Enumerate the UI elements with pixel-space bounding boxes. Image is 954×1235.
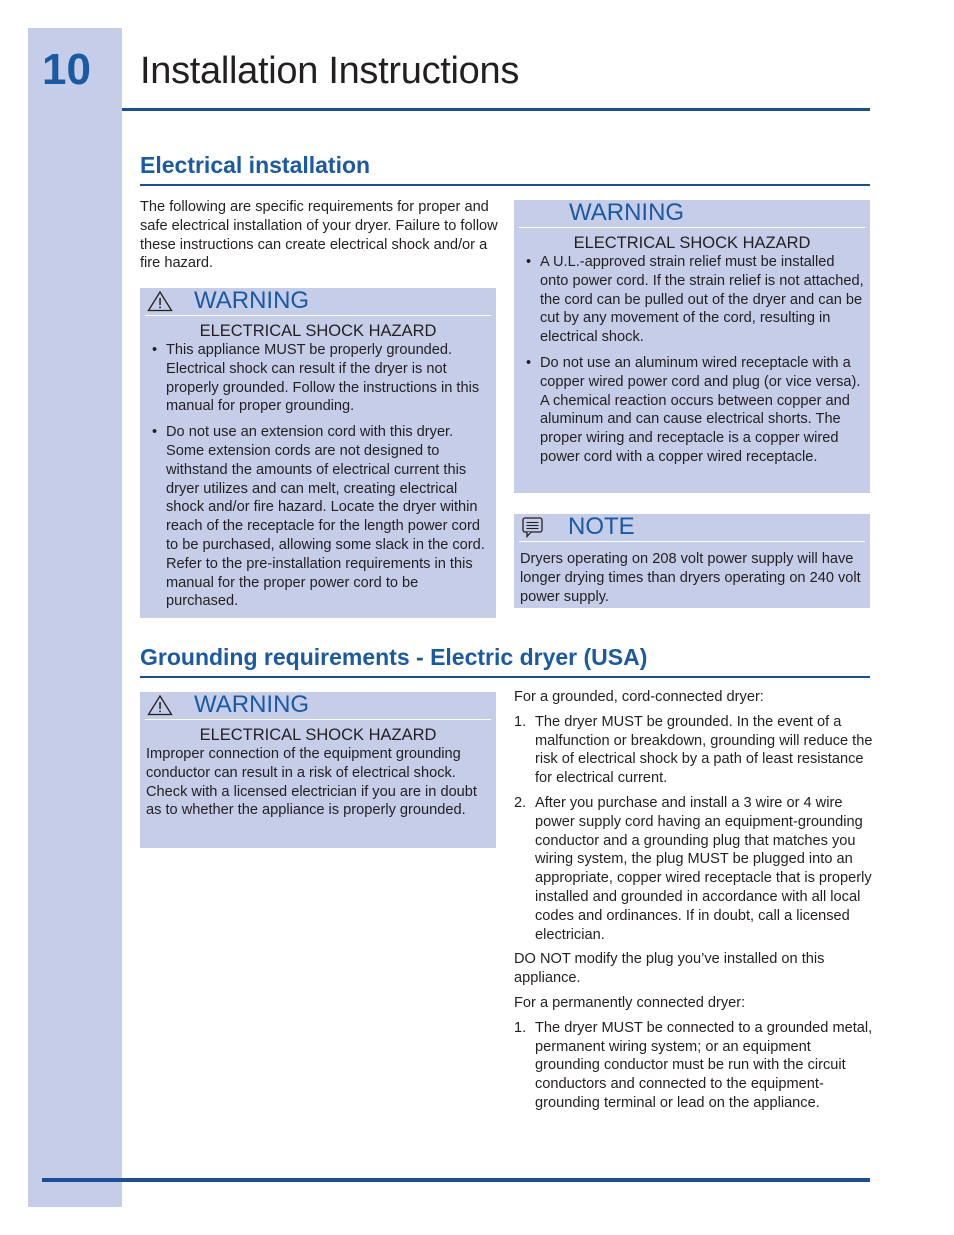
note-box [514, 514, 870, 608]
bullet-item: • This appliance MUST be properly grounded. Electrical shock can result if the dryer is not properly grounded. Follow the instructions in this manual for proper grounding. [146, 341, 490, 416]
list-item: 1. The dryer MUST be grounded. In the event of a malfunction or breakdown, grounding will reduce the risk of electrical shock by a path of least resistance for electrical current. [514, 713, 873, 787]
warning-bullets [146, 341, 490, 611]
warning-box-header [519, 200, 865, 228]
section-title-grounding: Grounding requirements - Electric dryer (USA) [140, 644, 648, 670]
page-title: Installation Instructions [140, 50, 520, 92]
list-item: 1. The dryer MUST be connected to a grounded metal, permanent wiring system; or an equipment grounding conductor must be run with the circuit conductors and connected to the equipment-grounding terminal or lead on the appliance. [514, 1019, 873, 1111]
bullet-item: • A U.L.-approved strain relief must be installed onto power cord. If the strain relief is not attached, the cord can be pulled out of the dryer and can be cut by any movement of the cord, resulting in electrical shock. [520, 253, 864, 347]
warning-label: WARNING [569, 199, 685, 226]
warning-box-grounding [140, 288, 496, 618]
bullet-item: • Do not use an extension cord with this dryer. Some extension cords are not designed to withstand the amounts of electrical current this dryer utilizes and can melt, creating electrical shock and/or fire hazard. Locate the dryer within reach of the receptacle for the length power cord to be purchased, allowing some slack in the cord. Refer to the pre-installation requirements in this manual for the proper power cord to be purchased. [146, 423, 490, 611]
hazard-title: ELECTRICAL SHOCK HAZARD [573, 234, 811, 252]
section-title-electrical: Electrical installation [140, 152, 371, 178]
electrical-intro: The following are specific requirements for proper and safe electrical installation of your dryer. Failure to follow these instructions can create electrical shock and/or a fire hazard. [140, 199, 498, 272]
note-box-header [519, 514, 865, 542]
footer-rule [42, 1178, 870, 1182]
header-rule [122, 108, 870, 111]
warning-triangle-icon [147, 290, 173, 317]
warning-label: WARNING [194, 287, 310, 314]
note-label: NOTE [568, 513, 635, 540]
warning-label: WARNING [194, 691, 310, 718]
permanent-list [514, 1019, 874, 1113]
permanent-intro: For a permanently connected dryer: [514, 994, 746, 1011]
hazard-title: ELECTRICAL SHOCK HAZARD [199, 726, 437, 744]
warning-box-header [145, 692, 491, 720]
warning-text: Improper connection of the equipment grounding conductor can result in a risk of electrical shock. Check with a licensed electrician if you are in doubt as to whether the appliance is properly grounded. [146, 746, 477, 819]
corded-list [514, 713, 874, 945]
section-rule-electrical [140, 184, 870, 186]
bullet-item: • Do not use an aluminum wired receptacle with a copper wired power cord and plug (or vice versa). A chemical reaction occurs between copper and aluminum and can cause electrical shorts. The proper wiring and receptacle is a copper wired power cord with a copper wired receptacle. [520, 354, 864, 467]
section-rule-grounding [140, 676, 870, 678]
warning-box-equipment-grounding [140, 692, 496, 848]
warning-bullets [520, 253, 864, 467]
page-number: 10 [42, 45, 91, 94]
note-icon [521, 516, 545, 543]
hazard-title: ELECTRICAL SHOCK HAZARD [199, 322, 437, 340]
do-not-modify-text: DO NOT modify the plug you’ve installed on this appliance. [514, 951, 825, 987]
warning-triangle-icon [147, 694, 173, 721]
warning-box-header [145, 288, 491, 316]
note-text: Dryers operating on 208 volt power supply will have longer drying times than dryers operating on 240 volt power supply. [520, 551, 861, 605]
list-item: 2. After you purchase and install a 3 wire or 4 wire power supply cord having an equipment-grounding conductor and a grounding plug that matches you wiring system, the plug MUST be plugged into an appropriate, copper wired receptacle that is properly installed and grounded in accordance with all local codes and ordinances. If in doubt, call a licensed electrician. [514, 794, 872, 943]
grounding-instructions [514, 688, 874, 1119]
page-sidebar-band [28, 28, 122, 1207]
corded-intro: For a grounded, cord-connected dryer: [514, 689, 764, 705]
warning-box-strain-relief [514, 200, 870, 493]
